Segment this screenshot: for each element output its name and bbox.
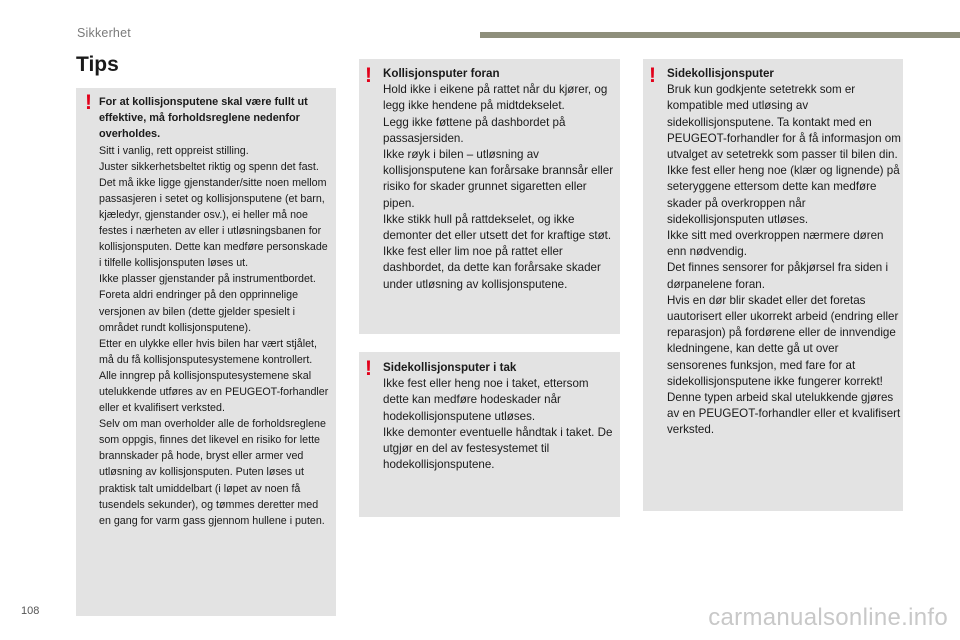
watermark-text: carmanualsonline.info xyxy=(708,604,948,631)
tip-line: Ikke røyk i bilen – utløsning av kollisjonsputene kan forårsake brannsår eller risiko for skader grunnet sigaretten eller pipen. xyxy=(383,148,614,210)
tip-line: Alle inngrep på kollisjonsputesystemene skal utelukkende utføres av en PEUGEOT-forhandler eller et kvalifisert verksted. xyxy=(99,369,329,415)
tip-line: Ikke demonter eventuelle håndtak i taket. De utgjør en del av festesystemet til hodekollisjonsputene. xyxy=(383,425,613,472)
tip-line: Ikke stikk hull på rattdekselet, og ikke demonter det eller utsett det for kraftige støt. xyxy=(383,212,612,243)
tip-line: Legg ikke føttene på dashbordet på passasjersiden. xyxy=(383,115,566,145)
tip-line: Bruk kun godkjente setetrekk som er kompatible med utløsing av sidekollisjonsputene. Ta kontakt med en PEUGEOT-forhandler for å få informasjon om utvalget av setetrekk som passer til bilen din. xyxy=(667,83,901,162)
tip-line: Selv om man overholder alle de forholdsreglene som oppgis, finnes det likevel en risiko for lette brannskader på hode, bryst eller armer ved utløsning av kollisjonsputen. Puten løses ut praktisk talt umiddelbart (i løpet av noen få tusendels sekunder), og tømmes deretter med en gang for varm gass gjennom hullene i puten. xyxy=(99,418,326,527)
header-bar xyxy=(480,32,960,38)
tip-box-curtain-airbags xyxy=(359,352,620,517)
tip-line: Foreta aldri endringer på den opprinnelige versjonen av bilen (dette gjelder spesielt i området rundt kollisjonsputene). xyxy=(99,289,299,334)
warning-exclamation-icon: ! xyxy=(649,64,656,87)
tip-line: Ikke plasser gjenstander på instrumentbordet. xyxy=(99,273,316,286)
tip-box-general xyxy=(76,88,336,616)
tip-heading: Sidekollisjonsputer xyxy=(667,67,774,80)
tip-content xyxy=(667,66,901,439)
tip-line: Ikke fest eller lim noe på rattet eller dashbordet, da dette kan forårsake skader under utløsning av kollisjonsputene. xyxy=(383,245,601,291)
page-number: 108 xyxy=(21,605,40,617)
tip-heading: Kollisjonsputer foran xyxy=(383,67,500,80)
tip-line: Det må ikke ligge gjenstander/sitte noen mellom passasjeren i setet og kollisjonsputene (et barn, kjæledyr, gjenstander osv.), ei heller må noe festes i nærheten av eller i utløsningsbanen for kollisjonsputen. Dette kan medføre personskade i tilfelle kollisjonsputen løses ut. xyxy=(99,176,328,270)
tip-line: Ikke fest eller heng noe i taket, ettersom dette kan medføre hodeskader når hodekollisjonsputene utløses. xyxy=(383,377,589,423)
tip-box-front-airbags xyxy=(359,59,620,334)
tip-line: Sitt i vanlig, rett oppreist stilling. xyxy=(99,144,249,157)
tip-heading: For at kollisjonsputene skal være fullt ut effektive, må forholdsreglene nedenfor overholdes. xyxy=(99,96,308,141)
tip-content xyxy=(383,66,617,293)
page-title: Tips xyxy=(76,53,119,76)
tip-box-side-airbags xyxy=(643,59,903,511)
tip-line: Juster sikkerhetsbeltet riktig og spenn det fast. xyxy=(99,160,319,173)
warning-exclamation-icon: ! xyxy=(85,91,92,114)
warning-exclamation-icon: ! xyxy=(365,64,372,87)
tip-line: Ikke fest eller heng noe (klær og lignende) på seteryggene ettersom dette kan medføre skader på overkroppen når sidekollisjonsputen utløses. xyxy=(667,164,900,226)
tip-heading: Sidekollisjonsputer i tak xyxy=(383,361,517,374)
tip-line: Hold ikke i eikene på rattet når du kjører, og legg ikke hendene på midtdekselet. xyxy=(383,83,608,113)
tip-content xyxy=(99,94,332,529)
tip-line: Ikke sitt med overkroppen nærmere døren enn nødvendig. xyxy=(667,229,884,259)
tip-content xyxy=(383,360,617,473)
warning-exclamation-icon: ! xyxy=(365,357,372,380)
tip-line: Etter en ulykke eller hvis bilen har vært stjålet, må du få kollisjonsputesystemene kontrollert. xyxy=(99,337,317,366)
section-label: Sikkerhet xyxy=(77,26,131,40)
tip-line: Det finnes sensorer for påkjørsel fra siden i dørpanelene foran. xyxy=(667,261,889,291)
tip-line: Hvis en dør blir skadet eller det foretas uautorisert eller ukorrekt arbeid (endring eller reparasjon) på fordørene eller de innvendige kledningene, kan dette gå ut over sensorenes funksjon, med fare for at sidekollisjonsputene ikke fungerer korrekt! Denne typen arbeid skal utelukkende gjøres av en PEUGEOT-forhandler eller et kvalifisert verksted. xyxy=(667,293,901,437)
